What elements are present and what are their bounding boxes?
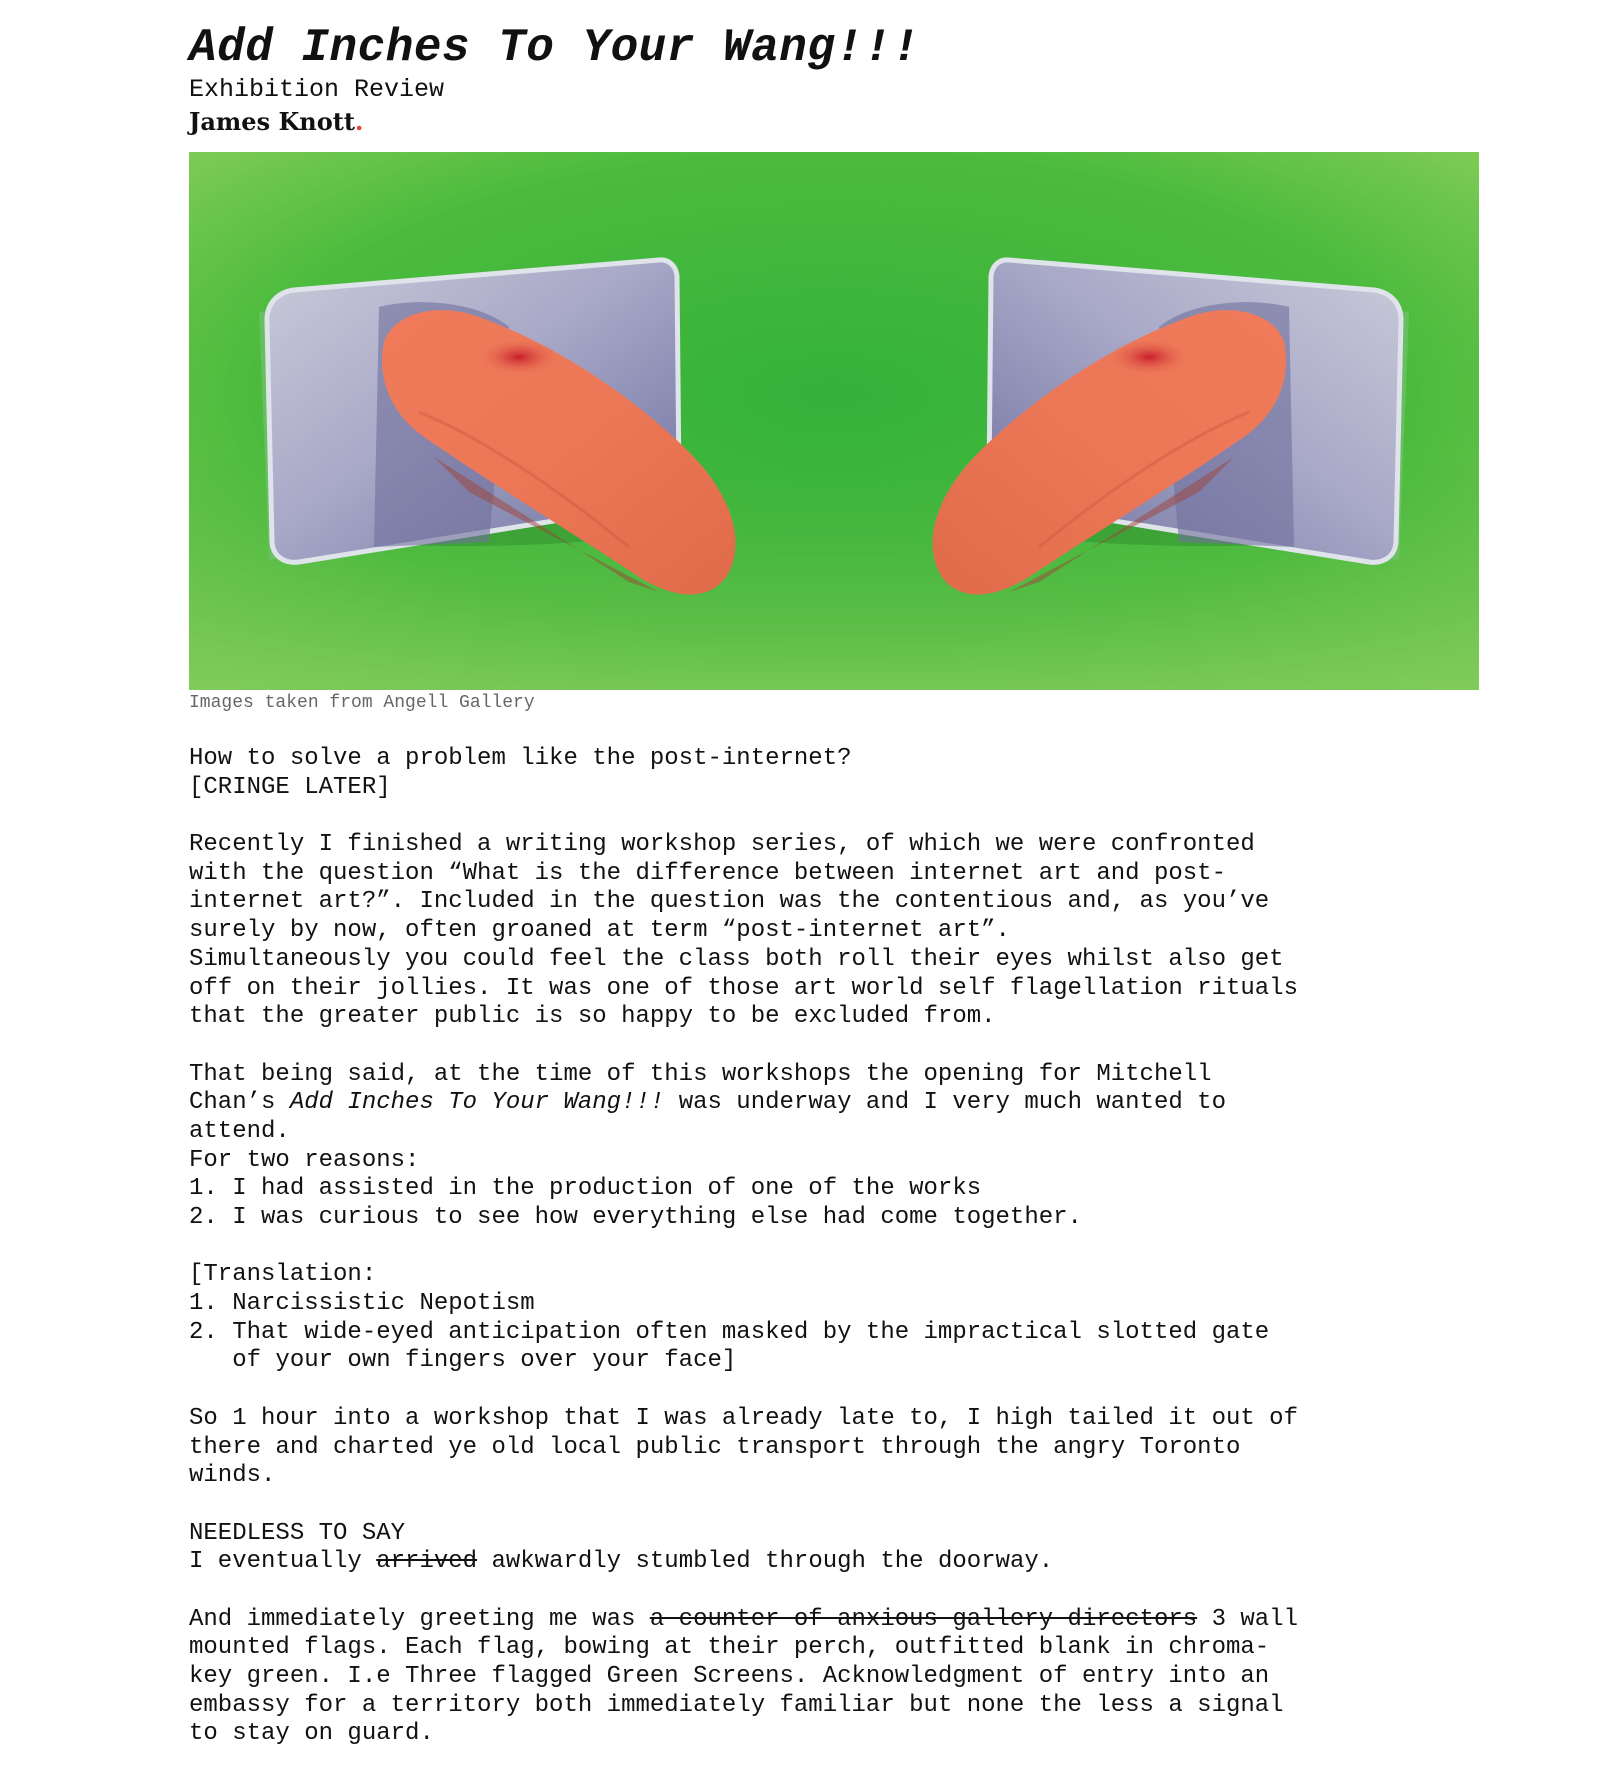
body-line: mounted flags. Each flag, bowing at their perch, outfitted blank in chroma- — [189, 1634, 1270, 1662]
body-text: was underway and I very much wanted to — [664, 1089, 1226, 1117]
page-title: Add Inches To Your Wang!!! — [189, 22, 920, 74]
body-line: internet art?”. Included in the question was the contentious and, as you’ve — [189, 888, 1270, 916]
body-text: awkwardly stumbled through the doorway. — [477, 1548, 1054, 1576]
body-line — [189, 1089, 1479, 1118]
author-name — [189, 107, 363, 137]
hero-image — [189, 152, 1479, 690]
image-caption: Images taken from Angell Gallery — [189, 693, 535, 713]
list-item: 2. I was curious to see how everything else had come together. — [189, 1204, 1082, 1231]
body-text: And immediately greeting me was — [189, 1605, 650, 1633]
body-line: off on their jollies. It was one of those art world self flagellation rituals — [189, 974, 1298, 1002]
author-dot: . — [354, 107, 364, 136]
body-line: that the greater public is so happy to be excluded from. — [189, 1003, 996, 1031]
exhibition-title-italic: Add Inches To Your Wang!!! — [289, 1089, 665, 1117]
body-line: For two reasons: — [189, 1146, 420, 1174]
body-line: embassy for a territory both immediately familiar but none the less a signal — [189, 1691, 1284, 1719]
body-line: surely by now, often groaned at term “post-internet art”. — [189, 917, 1010, 945]
list-item: 2. That wide-eyed anticipation often masked by the impractical slotted gate — [189, 1318, 1270, 1346]
left-phone-tongue — [259, 260, 736, 595]
page-subtitle: Exhibition Review — [189, 75, 445, 104]
body-line — [189, 1548, 1479, 1577]
hero-image-artwork — [189, 152, 1479, 690]
body-line: NEEDLESS TO SAY — [189, 1519, 406, 1547]
author-name-text: James Knott — [189, 107, 355, 136]
body-line: there and charted ye old local public transport through the angry Toronto — [189, 1433, 1241, 1461]
body-text: Chan’s — [189, 1089, 290, 1117]
article-body — [189, 745, 1479, 1749]
body-line: key green. I.e Three flagged Green Screens. Acknowledgment of entry into an — [189, 1663, 1270, 1690]
struck-text: arrived — [376, 1548, 478, 1576]
body-text: I eventually — [189, 1548, 377, 1576]
right-phone-tongue — [932, 260, 1409, 595]
list-item: of your own fingers over your face] — [189, 1347, 737, 1375]
body-line: That being said, at the time of this workshops the opening for Mitchell — [189, 1060, 1212, 1088]
body-line: winds. — [189, 1462, 276, 1490]
body-line: How to solve a problem like the post-internet? — [189, 745, 852, 772]
body-line: [Translation: — [189, 1261, 377, 1289]
list-item: 1. Narcissistic Nepotism — [189, 1290, 535, 1318]
body-line: So 1 hour into a workshop that I was already late to, I high tailed it out of — [189, 1404, 1298, 1432]
body-line: with the question “What is the difference between internet art and post- — [189, 859, 1226, 887]
body-line: attend. — [189, 1117, 290, 1145]
body-line: Simultaneously you could feel the class both roll their eyes whilst also get — [189, 945, 1284, 973]
body-line: to stay on guard. — [189, 1720, 434, 1748]
body-line — [189, 1606, 1479, 1635]
struck-text: a counter of anxious gallery directors — [649, 1605, 1198, 1633]
body-text: 3 wall — [1197, 1605, 1298, 1633]
body-line: [CRINGE LATER] — [189, 773, 391, 801]
list-item: 1. I had assisted in the production of one of the works — [189, 1175, 982, 1203]
body-line: Recently I finished a writing workshop series, of which we were confronted — [189, 831, 1255, 859]
